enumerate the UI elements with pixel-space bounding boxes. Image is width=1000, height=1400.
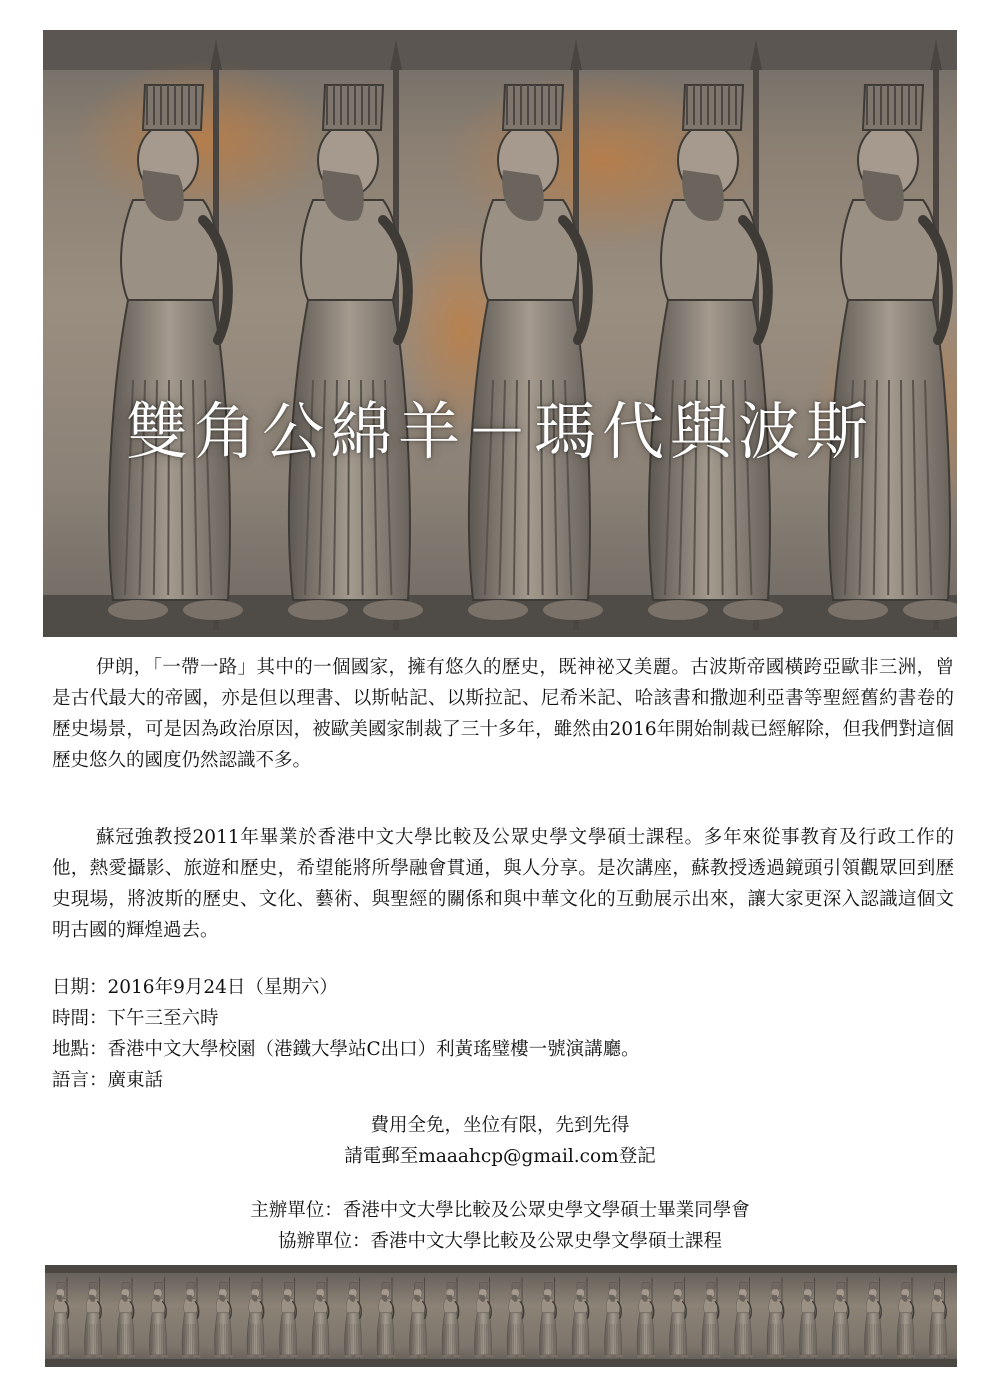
fee-notice: 費用全免，坐位有限，先到先得 <box>370 1115 630 1136</box>
event-details <box>52 972 954 1096</box>
event-time: 時間：下午三至六時 <box>52 1008 219 1029</box>
relief-figure <box>669 1276 688 1359</box>
co-host-organizer: 協辦單位：香港中文大學比較及公眾史學文學碩士課程 <box>277 1231 722 1252</box>
relief-figure <box>474 1276 493 1359</box>
relief-figure <box>604 1276 623 1359</box>
relief-figure <box>312 1276 331 1359</box>
relief-figure <box>572 1276 591 1359</box>
relief-figure <box>117 1276 136 1359</box>
relief-figure <box>182 1276 201 1359</box>
relief-figure <box>279 1276 298 1359</box>
relief-figure <box>767 1276 786 1359</box>
host-organizer: 主辦單位：香港中文大學比較及公眾史學文學碩士畢業同學會 <box>250 1200 750 1221</box>
relief-figure <box>864 1276 883 1359</box>
relief-figure <box>149 1276 168 1359</box>
relief-figure <box>409 1276 428 1359</box>
relief-figure <box>344 1276 363 1359</box>
relief-figure <box>897 1276 916 1359</box>
relief-figure <box>832 1276 851 1359</box>
speaker-bio-paragraph: 蘇冠強教授2011年畢業於香港中文大學比較及公眾史學文學碩士課程。多年來從事教育及行政工作的他，熱愛攝影、旅遊和歷史，希望能將所學融會貫通，與人分享。是次講座，蘇教授透過鏡頭引領觀眾回到歷史現場，將波斯的歷史、文化、藝術、與聖經的關係和與中華文化的互動展示出來，讓大家更深入認識這個文明古國的輝煌過去。 <box>52 827 954 941</box>
intro-paragraph: 伊朗，「一帶一路」其中的一個國家，擁有悠久的歷史，既神祕又美麗。古波斯帝國橫跨亞歐非三洲，曾是古代最大的帝國，亦是但以理書、以斯帖記、以斯拉記、尼希米記、哈該書和撒迦利亞書等聖經舊約書卷的歷史場景，可是因為政治原因，被歐美國家制裁了三十多年，雖然由2016年開始制裁已經解除，但我們對這個歷史悠久的國度仍然認識不多。 <box>52 657 954 771</box>
relief-strip-image <box>45 1265 957 1367</box>
relief-figure <box>734 1276 753 1359</box>
hero-title: 雙角公綿羊－瑪代與波斯 <box>125 395 874 468</box>
relief-figure <box>828 40 957 630</box>
event-venue: 地點：香港中文大學校園（港鐵大學站C出口）利黃瑤璧樓一號演講廳。 <box>52 1039 640 1060</box>
registration-email: 請電郵至maaahcp@gmail.com登記 <box>344 1146 656 1167</box>
relief-figure <box>377 1276 396 1359</box>
event-date: 日期：2016年9月24日（星期六） <box>52 977 338 998</box>
relief-figure <box>52 1276 71 1359</box>
event-language: 語言：廣東話 <box>52 1070 164 1091</box>
relief-figure <box>84 1276 103 1359</box>
relief-figure <box>214 1276 233 1359</box>
relief-figure <box>929 1276 948 1359</box>
relief-figure <box>442 1276 461 1359</box>
relief-figure <box>507 1276 526 1359</box>
relief-figure <box>247 1276 266 1359</box>
hero-image <box>43 30 957 637</box>
relief-figure <box>637 1276 656 1359</box>
organizers <box>0 1195 1000 1257</box>
relief-strip-illustration <box>45 1265 957 1367</box>
relief-figure <box>799 1276 818 1359</box>
persepolis-relief-illustration <box>43 30 957 637</box>
relief-figure <box>702 1276 721 1359</box>
registration-notice <box>0 1110 1000 1172</box>
relief-figure <box>539 1276 558 1359</box>
